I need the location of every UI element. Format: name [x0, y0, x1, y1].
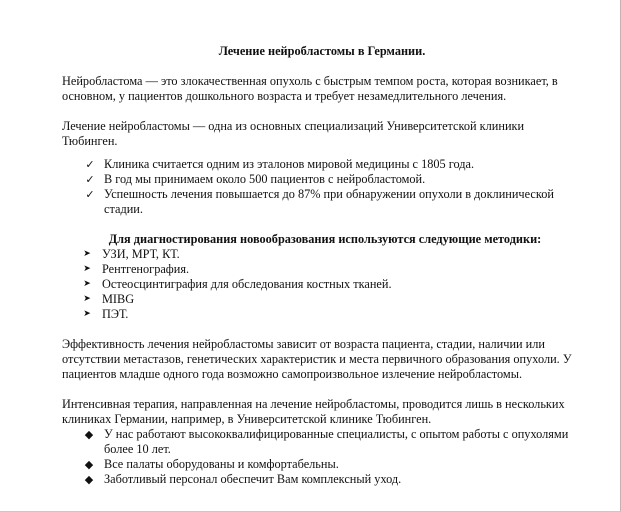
document-title: Лечение нейробластомы в Германии. [218, 44, 426, 58]
diamond-bullet-icon: ◆ [84, 428, 94, 441]
diamond-bullet-icon: ◆ [84, 458, 94, 471]
checkmark-icon: ✓ [85, 158, 95, 171]
intro-paragraph: Нейробластома — это злокачественная опухоль с быстрым темпом роста, которая возникает, в основном, у пациентов дошкольного возраста и требует незамедлительного лечения. [62, 74, 558, 103]
list-item-text: У нас работают высококвалифицированные специалисты, с опытом работы с опухолями более 10 лет. [104, 427, 569, 456]
checkmark-icon: ✓ [85, 173, 95, 186]
list-item-text: УЗИ, МРТ, КТ. [102, 247, 180, 261]
checkmark-icon: ✓ [85, 188, 95, 201]
list-item [62, 427, 582, 457]
list-item-text: Клиника считается одним из эталонов мировой медицины с 1805 года. [104, 157, 475, 171]
list-item [62, 457, 582, 472]
therapy-paragraph: Интенсивная терапия, направленная на лечение нейробластомы, проводится лишь в нескольких клиниках Германии, например, в Университетской клинике Тюбинген. [62, 397, 565, 426]
diamond-bullet-icon: ◆ [84, 473, 94, 486]
clinic-facts-list [62, 157, 582, 217]
list-item [62, 262, 582, 277]
clinic-benefits-list [62, 427, 582, 487]
arrow-bullet-icon: ➤ [83, 264, 91, 274]
list-item [62, 172, 582, 187]
list-item [62, 472, 582, 487]
list-item-text: В год мы принимаем около 500 пациентов с нейробластомой. [104, 172, 426, 186]
list-item [62, 292, 582, 307]
list-item [62, 307, 582, 322]
list-item-text: Остеосцинтиграфия для обследования костных тканей. [102, 277, 392, 291]
list-item-text: ПЭТ. [102, 307, 129, 321]
document-body [62, 44, 582, 487]
methods-heading: Для диагностирования новообразования используются следующие методики: [108, 232, 542, 246]
list-item [62, 157, 582, 172]
list-item [62, 187, 582, 217]
list-item-text: Заботливый персонал обеспечит Вам комплексный уход. [104, 472, 402, 486]
arrow-bullet-icon: ➤ [83, 279, 91, 289]
list-item-text: Успешность лечения повышается до 87% при обнаружении опухоли в доклинической стадии. [104, 187, 554, 216]
arrow-bullet-icon: ➤ [83, 309, 91, 319]
specialization-paragraph: Лечение нейробластомы — одна из основных специализаций Университетской клиники Тюбинген. [62, 119, 525, 148]
arrow-bullet-icon: ➤ [83, 294, 91, 304]
list-item [62, 247, 582, 262]
list-item-text: MIBG [102, 292, 135, 306]
diagnostic-methods-list [62, 247, 582, 322]
arrow-bullet-icon: ➤ [83, 249, 91, 259]
list-item-text: Все палаты оборудованы и комфортабельны. [104, 457, 339, 471]
effectiveness-paragraph: Эффективность лечения нейробластомы зависит от возраста пациента, стадии, наличии или отсутствии метастазов, генетических характеристик и места первичного образования опухоли. У пациентов младше одного года возможно самопроизвольное излечение нейробластомы. [62, 337, 572, 381]
list-item [62, 277, 582, 292]
list-item-text: Рентгенография. [102, 262, 190, 276]
